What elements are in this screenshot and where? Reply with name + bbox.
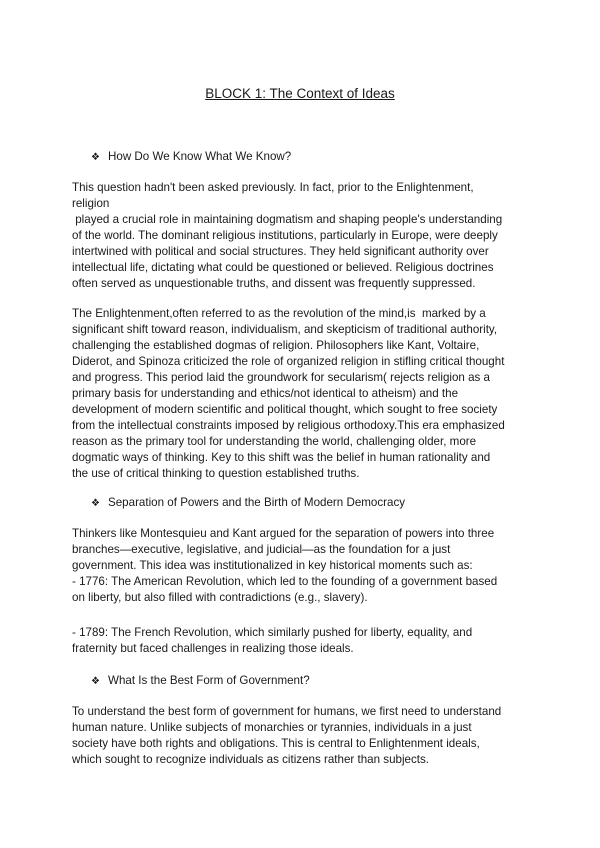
text-line: significant shift toward reason, individualism, and skepticism of traditional authority, [72, 323, 498, 336]
section-heading-text: Separation of Powers and the Birth of Modern Democracy [108, 496, 406, 509]
section-heading-text: How Do We Know What We Know? [108, 150, 292, 163]
text-line: on liberty, but also filled with contradictions (e.g., slavery). [72, 591, 368, 604]
text-line: intellectual life, dictating what could be questioned or believed. Religious doctrines [72, 261, 494, 274]
text-line: human nature. Unlike subjects of monarchies or tyrannies, individuals in a just [72, 721, 472, 734]
text-line: fraternity but faced challenges in realizing those ideals. [72, 642, 354, 655]
text-line: Diderot, and Spinoza criticized the role of organized religion in stifling critical thought [72, 355, 505, 368]
diamond-bullet-icon: ❖ [91, 676, 100, 687]
text-line: society have both rights and obligations. This is central to Enlightenment ideals, [72, 737, 480, 750]
paragraph-human-nature [72, 704, 542, 768]
diamond-bullet-icon: ❖ [91, 498, 100, 509]
section-heading-knowledge [91, 150, 291, 163]
text-line: branches—executive, legislative, and judicial—as the foundation for a just [72, 543, 451, 556]
section-heading-separation-of-powers [91, 496, 405, 509]
text-line: which sought to recognize individuals as citizens rather than subjects. [72, 753, 430, 766]
text-line: - 1789: The French Revolution, which similarly pushed for liberty, equality, and [72, 626, 473, 639]
page-title: BLOCK 1: The Context of Ideas [205, 86, 395, 101]
text-line: intertwined with political and social structures. They held significant authority over [72, 245, 489, 258]
paragraph-religion [72, 180, 542, 292]
text-line: dogmatic ways of thinking. Key to this shift was the belief in human rationality and [72, 451, 491, 464]
section-heading-text: What Is the Best Form of Government? [108, 674, 310, 687]
text-line: and progress. This period laid the groundwork for secularism( rejects religion as a [72, 371, 491, 384]
text-line: Thinkers like Montesquieu and Kant argued for the separation of powers into three [72, 527, 495, 540]
text-line: reason as the primary tool for understanding the world, challenging older, more [72, 435, 477, 448]
text-line: the use of critical thinking to question established truths. [72, 467, 360, 480]
text-line: The Enlightenment,often referred to as the revolution of the mind,is marked by a [72, 307, 486, 320]
text-line: of the world. The dominant religious institutions, particularly in Europe, were deeply [72, 229, 498, 242]
text-line: religion [72, 197, 110, 210]
section-heading-best-government [91, 674, 310, 687]
text-line: challenging the established dogmas of religion. Philosophers like Kant, Voltaire, [72, 339, 480, 352]
text-line: primary basis for understanding and ethics/not identical to atheism) and the [72, 387, 459, 400]
paragraph-french-revolution [72, 625, 542, 657]
paragraph-enlightenment [72, 306, 542, 482]
diamond-bullet-icon: ❖ [91, 152, 100, 163]
text-line: from the intellectual constraints imposed by religious orthodoxy.This era emphasized [72, 419, 505, 432]
paragraph-montesquieu [72, 526, 542, 606]
text-line: This question hadn't been asked previously. In fact, prior to the Enlightenment, [72, 181, 474, 194]
text-line: government. This idea was institutionalized in key historical moments such as: [72, 559, 473, 572]
text-line: played a crucial role in maintaining dogmatism and shaping people's understanding [72, 213, 503, 226]
text-line: often served as unquestionable truths, and dissent was frequently suppressed. [72, 277, 476, 290]
text-line: development of modern scientific and political thought, which sought to free society [72, 403, 498, 416]
text-line: To understand the best form of government for humans, we first need to understand [72, 705, 502, 718]
text-line: - 1776: The American Revolution, which led to the founding of a government based [72, 575, 498, 588]
